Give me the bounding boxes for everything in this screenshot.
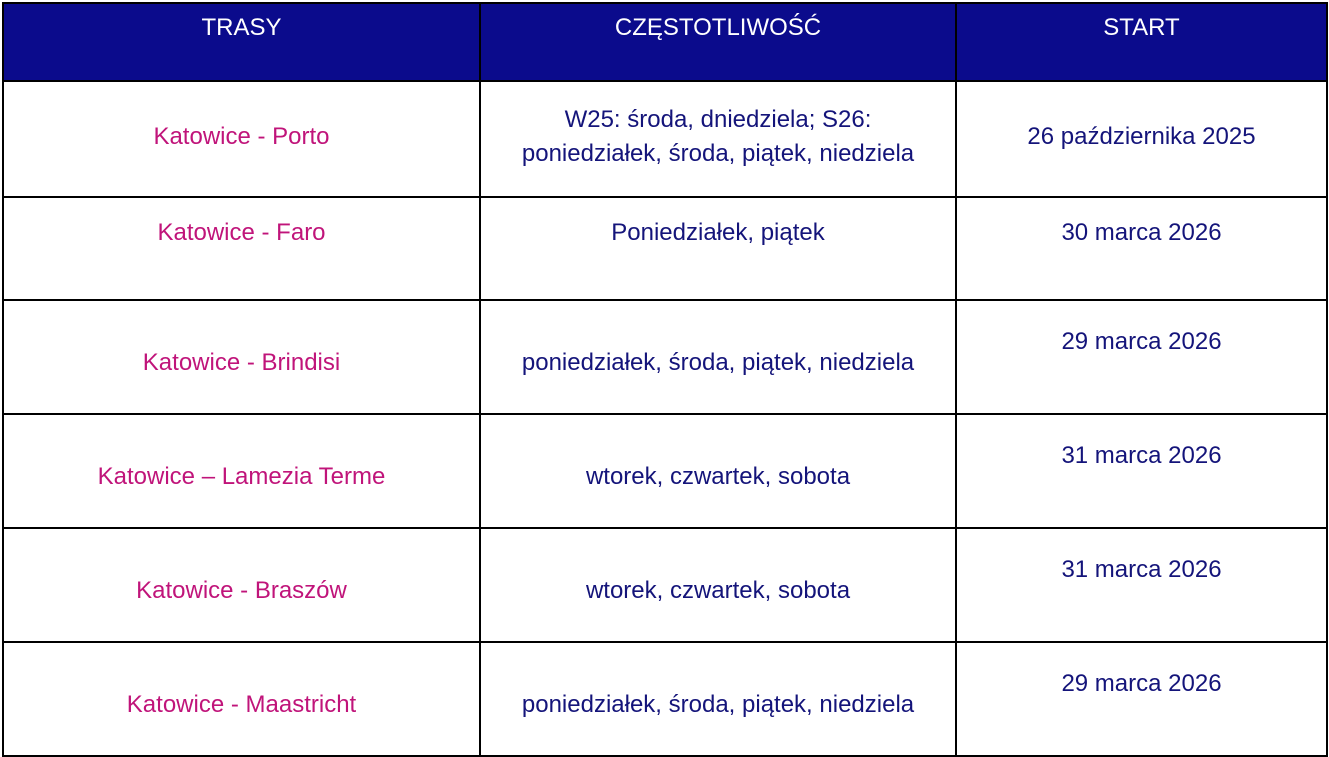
start-date-cell: 31 marca 2026 <box>956 528 1327 642</box>
frequency-line: poniedziałek, środa, piątek, niedziela <box>521 691 915 718</box>
routes-table <box>2 2 1328 757</box>
table-row <box>3 81 1327 197</box>
route-cell: Katowice - Faro <box>3 197 480 300</box>
frequency-cell <box>480 81 956 197</box>
table-row <box>3 197 1327 300</box>
frequency-line: wtorek, czwartek, sobota <box>585 577 851 604</box>
route-cell: Katowice - Braszów <box>3 528 480 642</box>
route-cell: Katowice – Lamezia Terme <box>3 414 480 528</box>
header-routes: TRASY <box>3 3 480 81</box>
header-row <box>3 3 1327 81</box>
table-header <box>3 3 1327 81</box>
table-row <box>3 642 1327 756</box>
table-row <box>3 300 1327 414</box>
header-frequency: CZĘSTOTLIWOŚĆ <box>480 3 956 81</box>
frequency-cell <box>480 414 956 528</box>
start-date-cell: 29 marca 2026 <box>956 642 1327 756</box>
start-date-cell: 30 marca 2026 <box>956 197 1327 300</box>
frequency-line: W25: środa, dniedziela; S26: <box>564 106 872 133</box>
table-row <box>3 528 1327 642</box>
route-cell: Katowice - Brindisi <box>3 300 480 414</box>
table-body <box>3 81 1327 756</box>
frequency-cell <box>480 197 956 300</box>
frequency-cell <box>480 642 956 756</box>
start-date-cell: 29 marca 2026 <box>956 300 1327 414</box>
frequency-line: poniedziałek, środa, piątek, niedziela <box>521 349 915 376</box>
start-date-cell: 26 października 2025 <box>956 81 1327 197</box>
frequency-cell <box>480 300 956 414</box>
header-start: START <box>956 3 1327 81</box>
frequency-cell <box>480 528 956 642</box>
frequency-line: Poniedziałek, piątek <box>611 219 825 246</box>
start-date-cell: 31 marca 2026 <box>956 414 1327 528</box>
frequency-line: wtorek, czwartek, sobota <box>585 463 851 490</box>
route-cell: Katowice - Maastricht <box>3 642 480 756</box>
route-cell: Katowice - Porto <box>3 81 480 197</box>
frequency-line: poniedziałek, środa, piątek, niedziela <box>521 140 915 167</box>
table-row <box>3 414 1327 528</box>
